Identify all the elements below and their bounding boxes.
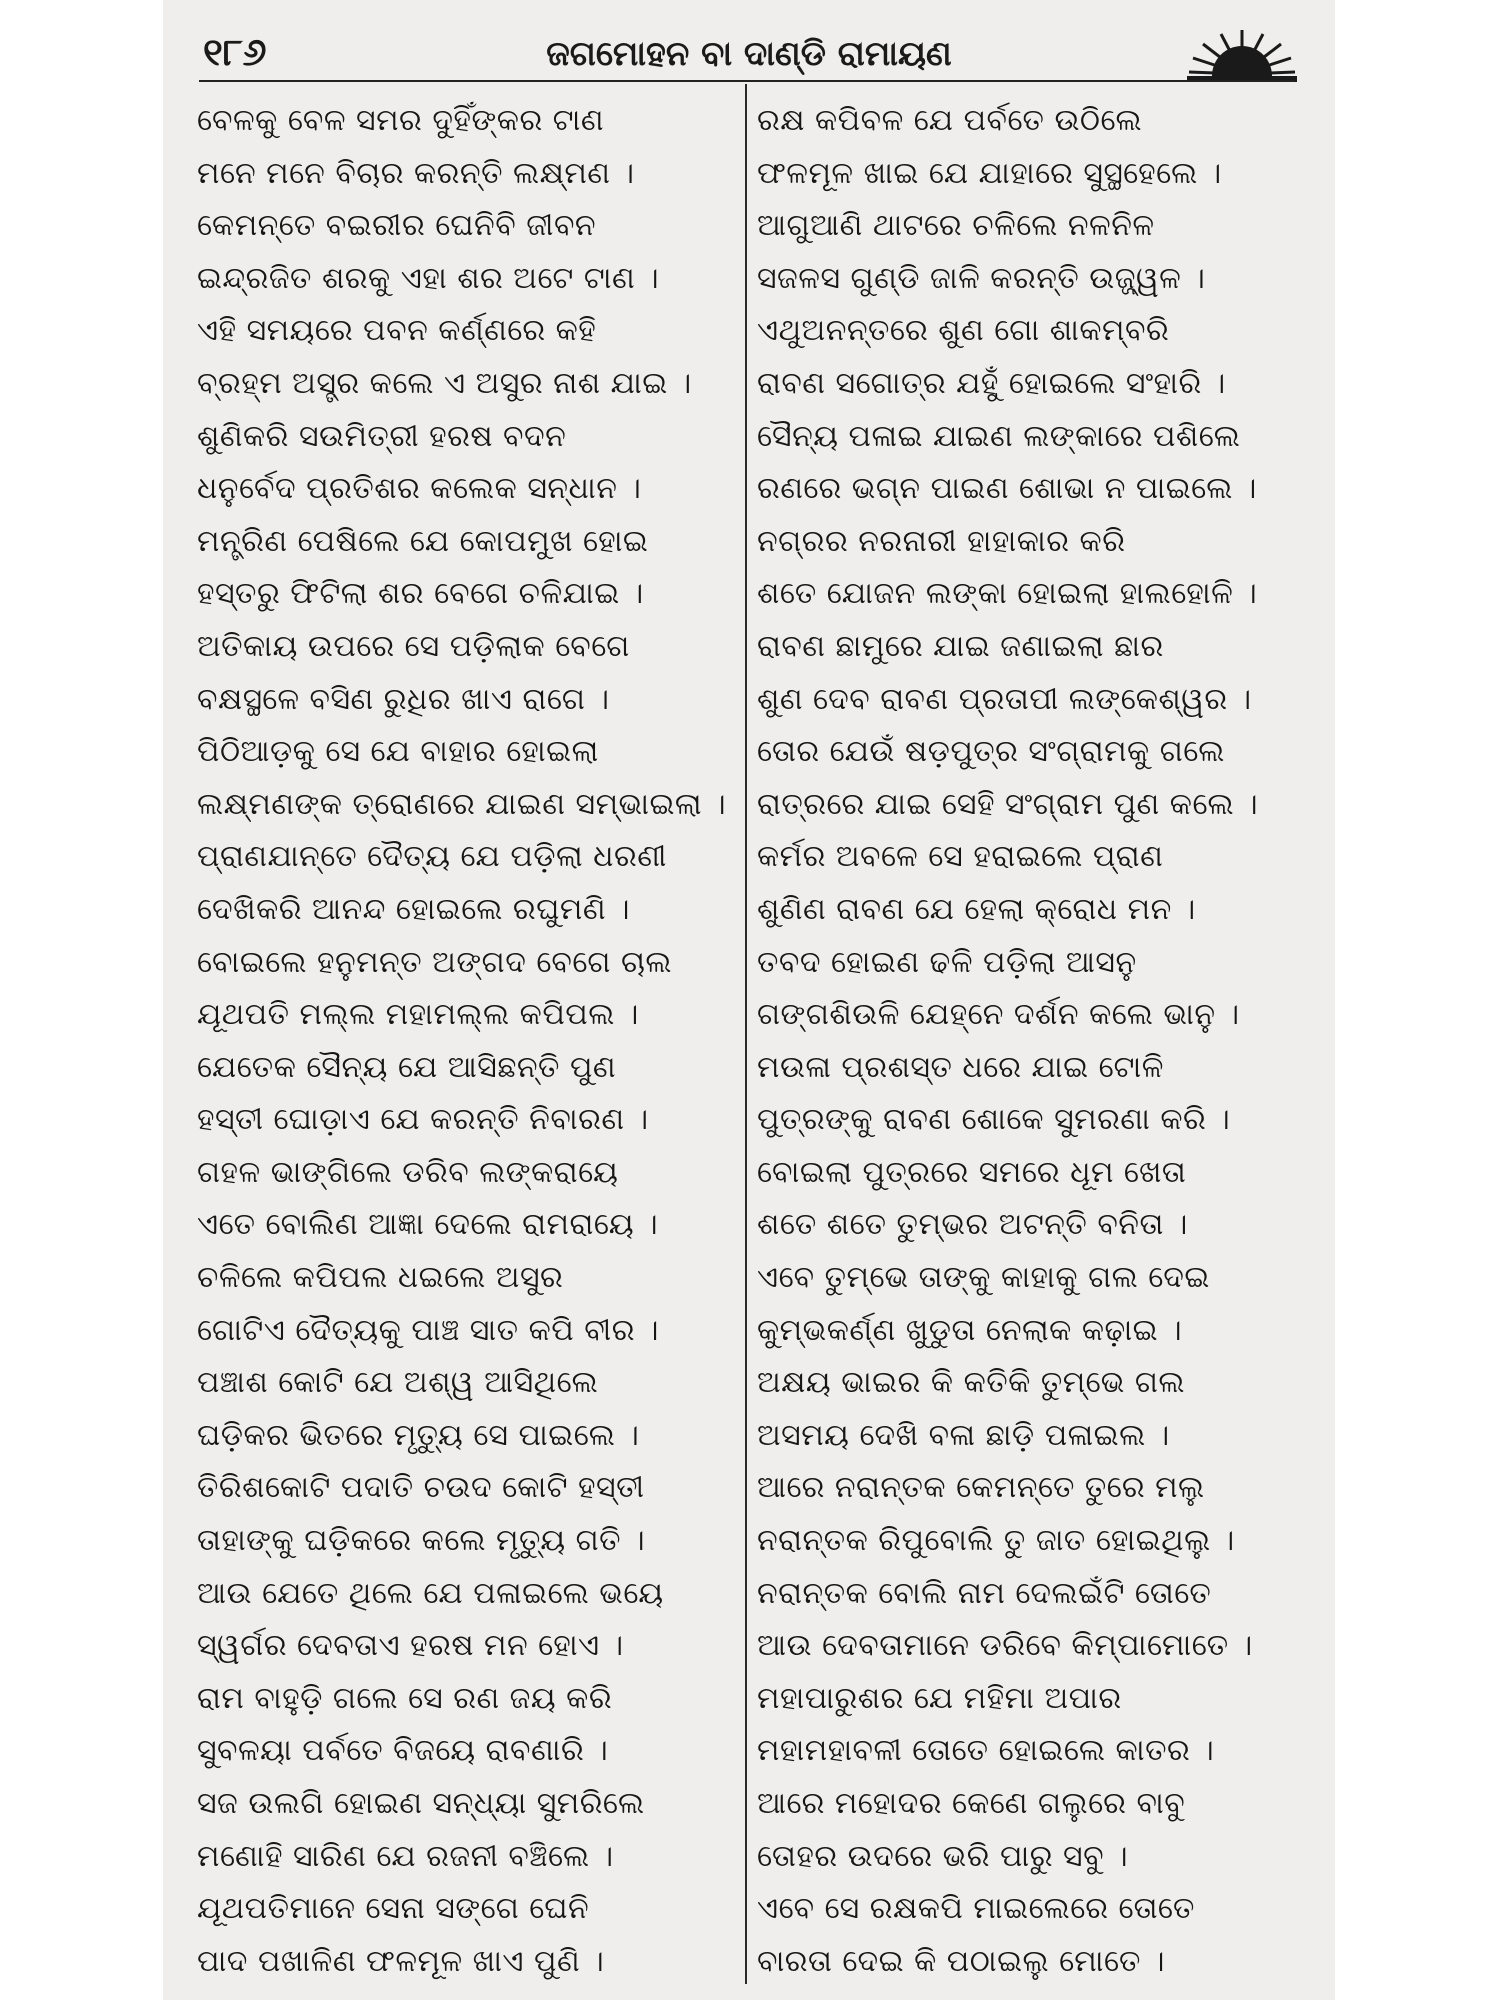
- verse-line: [197, 200, 737, 253]
- verse-line: [757, 779, 1297, 832]
- verse-line: [197, 884, 737, 937]
- verse-line: [757, 1936, 1297, 1989]
- verse-text: ସୈନ୍ୟ ପଳାଇ ଯାଇଣ ଲଙ୍କାରେ ପଶିଲେ: [757, 418, 1241, 454]
- verse-line: [197, 1568, 737, 1621]
- verse-line: [757, 1199, 1297, 1252]
- verse-line: [757, 411, 1297, 464]
- verse-text: ରାତ୍ରରେ ଯାଇ ସେହି ସଂଗ୍ରାମ ପୁଣ କଲେ ।: [757, 786, 1259, 822]
- verse-text: ପିଠିଆଡ଼କୁ ସେ ଯେ ବାହାର ହୋଇଲା: [197, 734, 599, 770]
- verse-line: [197, 1725, 737, 1778]
- verse-line: [757, 1094, 1297, 1147]
- verse-line: [757, 516, 1297, 569]
- verse-line: [757, 200, 1297, 253]
- verse-line: [757, 1883, 1297, 1936]
- book-page: [163, 0, 1335, 2000]
- verse-line: [197, 1515, 737, 1568]
- verse-line: [197, 95, 737, 148]
- verse-line: [757, 148, 1297, 201]
- verse-text: ସୁବଳୟା ପର୍ବତେ ବିଜୟେ ରାବଣାରି ।: [197, 1733, 609, 1769]
- verse-line: [757, 1725, 1297, 1778]
- verse-line: [757, 1515, 1297, 1568]
- verse-line: [757, 1778, 1297, 1831]
- verse-line: [757, 568, 1297, 621]
- verse-line: [757, 1831, 1297, 1884]
- verse-line: [757, 463, 1297, 516]
- verse-text: ହସ୍ତରୁ ଫିଟିଲା ଶର ବେଗେ ଚଳିଯାଇ ।: [197, 576, 644, 612]
- verse-text: ଏବେ ତୁମ୍ଭେ ତାଙ୍କୁ କାହାକୁ ଗଲ ଦେଇ: [757, 1260, 1210, 1296]
- verse-text: ତିରିଶକୋଟି ପଦାତି ଚଉଦ କୋଟି ହସ୍ତୀ: [197, 1470, 645, 1506]
- verse-line: [757, 884, 1297, 937]
- column-divider: [745, 84, 747, 1984]
- verse-text: ମନ୍ତ୍ରିଣ ପେଷିଲେ ଯେ କୋପମୁଖ ହୋଇ: [197, 523, 649, 559]
- verse-text: ଅସମୟ ଦେଖି ବଳା ଛାଡ଼ି ପଳାଇଲ ।: [757, 1417, 1170, 1453]
- verse-line: [197, 1936, 737, 1989]
- verse-text: ଧନୁର୍ବେଦ ପ୍ରତିଶର କଲେକ ସନ୍ଧାନ ।: [197, 471, 642, 507]
- verse-line: [757, 989, 1297, 1042]
- verse-line: [757, 1042, 1297, 1095]
- verse-line: [197, 305, 737, 358]
- verse-line: [197, 1462, 737, 1515]
- verse-line: [757, 1568, 1297, 1621]
- verse-line: [197, 148, 737, 201]
- verse-text: ପାଦ ପଖାଳିଣ ଫଳମୂଳ ଖାଏ ପୁଣି ।: [197, 1943, 605, 1979]
- verse-line: [757, 1252, 1297, 1305]
- verse-line: [197, 1410, 737, 1463]
- verse-line: [757, 726, 1297, 779]
- verse-text: ନରାନ୍ତକ ରିପୁବୋଲି ତୁ ଜାତ ହୋଇଥିଲୁ ।: [757, 1523, 1235, 1559]
- verse-line: [197, 1094, 737, 1147]
- verse-line: [757, 305, 1297, 358]
- verse-text: ଏତେ ବୋଲିଣ ଆଜ୍ଞା ଦେଲେ ରାମରାୟେ ।: [197, 1207, 659, 1243]
- verse-text: ଅକ୍ଷୟ ଭାଇର କି କତିକି ତୁମ୍ଭେ ଗଲ: [757, 1365, 1186, 1401]
- verse-text: ଶତେ ଯୋଜନ ଲଙ୍କା ହୋଇଲା ହାଲହୋଳି ।: [757, 576, 1258, 612]
- verse-text: ଗୋଟିଏ ଦୈତ୍ୟକୁ ପାଞ୍ଚ ସାତ କପି ବୀର ।: [197, 1312, 659, 1348]
- verse-text: ତାହାଙ୍କୁ ଘଡ଼ିକରେ କଲେ ମୃତ୍ୟୁ ଗତି ।: [197, 1523, 646, 1559]
- verse-text: ବୋଇଲେ ହନୁମନ୍ତ ଅଙ୍ଗଦ ବେଗେ ଚାଲ: [197, 944, 672, 980]
- verse-text: ପ୍ରାଣଯାନ୍ତେ ଦୈତ୍ୟ ଯେ ପଡ଼ିଲା ଧରଣୀ: [197, 839, 667, 875]
- verse-text: ଫଳମୂଳ ଖାଇ ଯେ ଯାହାରେ ସୁସ୍ଥହେଲେ ।: [757, 155, 1222, 191]
- verse-text: ମହାମହାବଳୀ ତୋତେ ହୋଇଲେ କାତର ।: [757, 1733, 1215, 1769]
- verse-text: ବାରତା ଦେଇ କି ପଠାଇଲୁ ମୋତେ ।: [757, 1943, 1165, 1979]
- verse-text: ଏବେ ସେ ରକ୍ଷକପି ମାଇଲେରେ ତୋତେ: [757, 1891, 1195, 1927]
- header-rule: [199, 80, 1295, 82]
- verse-line: [197, 1883, 737, 1936]
- verse-text: ରକ୍ଷ କପିବଳ ଯେ ପର୍ବତେ ଉଠିଲେ: [757, 103, 1143, 138]
- rising-sun-icon: [1187, 26, 1297, 86]
- verse-line: [197, 937, 737, 990]
- verse-line: [197, 463, 737, 516]
- verse-text: ଯୂଥପତିମାନେ ସେନା ସଙ୍ଗେ ଘେନି: [197, 1891, 590, 1927]
- verse-line: [197, 779, 737, 832]
- verse-line: [197, 1042, 737, 1095]
- verse-text: ରାବଣ ସଗୋତ୍ର ଯହୁଁ ହୋଇଲେ ସଂହାରି ।: [757, 365, 1226, 401]
- verse-line: [197, 1778, 737, 1831]
- verse-text: ହସ୍ତୀ ଘୋଡ଼ାଏ ଯେ କରନ୍ତି ନିବାରଣ ।: [197, 1102, 649, 1138]
- verse-line: [757, 937, 1297, 990]
- verse-text: କୁମ୍ଭକର୍ଣ୍ଣ ଖୁଡୁତା ନେଲାକ କଢ଼ାଇ ।: [757, 1312, 1183, 1348]
- verse-line: [197, 989, 737, 1042]
- verse-line: [757, 95, 1297, 148]
- verse-line: [757, 1673, 1297, 1726]
- verse-line: [757, 1462, 1297, 1515]
- verse-text: ଗହଳ ଭାଙ୍ଗିଲେ ଡରିବ ଲଙ୍କରାୟେ: [197, 1154, 619, 1190]
- verse-text: ଶତେ ଶତେ ତୁମ୍ଭର ଅଟନ୍ତି ବନିତା ।: [757, 1207, 1188, 1243]
- verse-text: କର୍ମର ଅବଳେ ସେ ହରାଇଲେ ପ୍ରାଣ: [757, 839, 1164, 875]
- verse-text: ବେଳକୁ ବେଳ ସମର ଦୁହିଁଙ୍କର ଟାଣ: [197, 103, 605, 138]
- running-title: ଜଗମୋହନ ବା ଦାଣ୍ଡି ରାମାୟଣ: [546, 34, 952, 74]
- verse-line: [757, 1620, 1297, 1673]
- verse-line: [197, 831, 737, 884]
- verse-text: ଯେତେକ ସୈନ୍ୟ ଯେ ଆସିଛନ୍ତି ପୁଣ: [197, 1049, 617, 1085]
- verse-line: [197, 568, 737, 621]
- verse-line: [757, 1410, 1297, 1463]
- verse-text: ସଜଳସ ଗୁଣ୍ଡି ଜାଳି କରନ୍ତି ଉଜ୍ଜ୍ୱଳ ।: [757, 260, 1206, 296]
- verse-text: ପଞ୍ଚାଶ କୋଟି ଯେ ଅଶ୍ୱ ଆସିଥିଲେ: [197, 1365, 599, 1401]
- verse-line: [757, 831, 1297, 884]
- verse-line: [757, 674, 1297, 727]
- verse-text: ତବଦ ହୋଇଣ ଢଳି ପଡ଼ିଲା ଆସନୁ: [757, 944, 1137, 980]
- verse-text: ମନେ ମନେ ବିଚାର କରନ୍ତି ଲକ୍ଷ୍ମଣ ।: [197, 155, 635, 191]
- verse-text: ଶୁଣ ଦେବ ରାବଣ ପ୍ରତାପୀ ଲଙ୍କେଶ୍ୱର ।: [757, 681, 1252, 717]
- verse-text: ଘଡ଼ିକର ଭିତରେ ମୃତ୍ୟୁ ସେ ପାଇଲେ ।: [197, 1417, 640, 1453]
- verse-line: [197, 516, 737, 569]
- verse-text: ଆଉ ଯେତେ ଥିଲେ ଯେ ପଳାଇଲେ ଭୟେ: [197, 1575, 664, 1611]
- verse-line: [197, 411, 737, 464]
- verse-text: କେମନ୍ତେ ବଇରୀର ଘେନିବି ଜୀବନ: [197, 208, 597, 244]
- verse-text: ବକ୍ଷସ୍ଥଳେ ବସିଣ ରୁଧିର ଖାଏ ରାଗେ ।: [197, 681, 610, 717]
- verse-line: [197, 1357, 737, 1410]
- verse-text: ନଗ୍ରର ନରନାରୀ ହାହାକାର କରି: [757, 523, 1126, 559]
- verse-line: [197, 726, 737, 779]
- verse-text: ଚଳିଲେ କପିପଲ ଧଇଲେ ଅସୁର: [197, 1260, 564, 1296]
- verse-text: ଆରେ ମହୋଦର କେଣେ ଗଲୁରେ ବାବୁ: [757, 1786, 1186, 1821]
- page-number: ୧୮୬: [203, 30, 267, 74]
- verse-line: [757, 1357, 1297, 1410]
- verse-text: ଦେଖିକରି ଆନନ୍ଦ ହୋଇଲେ ରଘୁମଣି ।: [197, 891, 631, 927]
- verse-line: [197, 358, 737, 411]
- verse-text: ତୋହର ଉଦରେ ଭରି ପାରୁ ସବୁ ।: [757, 1838, 1129, 1874]
- verse-text: ନରାନ୍ତକ ବୋଲି ନାମ ଦେଲଇଁଟି ତୋତେ: [757, 1575, 1212, 1611]
- verse-text: ଆଉ ଦେବତାମାନେ ଡରିବେ କିମ୍ପାମୋତେ ।: [757, 1628, 1253, 1664]
- verse-text: ଏଥୁଅନନ୍ତରେ ଶୁଣ ଗୋ ଶାକମ୍ବରି: [757, 313, 1170, 349]
- verse-line: [757, 253, 1297, 306]
- verse-text: ମଣୋହି ସାରିଣ ଯେ ରଜନୀ ବଞ୍ଚିଲେ ।: [197, 1838, 614, 1874]
- verse-text: ରାବଣ ଛାମୁରେ ଯାଇ ଜଣାଇଲା ଛାର: [757, 628, 1164, 664]
- verse-line: [197, 1147, 737, 1200]
- verse-text: ଆରେ ନରାନ୍ତକ କେମନ୍ତେ ତୁରେ ମଲୁ: [757, 1470, 1205, 1506]
- verse-text: ମଉଳା ପ୍ରଶସ୍ତ ଧରେ ଯାଇ ଟୋଳି: [757, 1049, 1164, 1085]
- verse-line: [197, 1620, 737, 1673]
- verse-line: [197, 253, 737, 306]
- verse-text: ବୋଇଲା ପୁତ୍ରରେ ସମରେ ଧୂମ ଖେତା: [757, 1154, 1187, 1190]
- verse-text: ତୋର ଯେଉଁ ଷଡ଼ପୁତ୍ର ସଂଗ୍ରାମକୁ ଗଲେ: [757, 734, 1225, 770]
- verse-line: [197, 1305, 737, 1358]
- verse-line: [197, 1831, 737, 1884]
- verse-text: ଆଗୁଆଣି ଥାଟରେ ଚଳିଲେ ନଳନିଳ: [757, 208, 1155, 244]
- verse-text: ରଣରେ ଭଗ୍ନ ପାଇଣ ଶୋଭା ନ ପାଇଲେ ।: [757, 471, 1257, 507]
- verse-line: [197, 1673, 737, 1726]
- verse-text: ଗଙ୍ଗଶିଉଳି ଯେହ୍ନେ ଦର୍ଶନ କଲେ ଭାନୁ ।: [757, 997, 1240, 1033]
- verse-text: ସ୍ୱର୍ଗର ଦେବତାଏ ହରଷ ମନ ହୋଏ ।: [197, 1628, 624, 1664]
- verse-line: [197, 1252, 737, 1305]
- verse-text: ଅତିକାୟ ଉପରେ ସେ ପଡ଼ିଲାକ ବେଗେ: [197, 628, 630, 664]
- verse-line: [757, 1147, 1297, 1200]
- verse-text: ଶୁଣିକରି ସଉମିତ୍ରୀ ହରଷ ବଦନ: [197, 418, 567, 454]
- verse-text: ରାମ ବାହୁଡ଼ି ଗଲେ ସେ ରଣ ଜୟ କରି: [197, 1680, 613, 1716]
- verse-line: [197, 674, 737, 727]
- verse-text: ଶୁଣିଣ ରାବଣ ଯେ ହେଲା କ୍ରୋଧ ମନ ।: [757, 891, 1196, 927]
- verse-text: ଯୂଥପତି ମଲ୍ଲ ମହାମଲ୍ଲ କପିପଲ ।: [197, 997, 639, 1033]
- verse-line: [757, 1305, 1297, 1358]
- right-column: [757, 95, 1297, 1988]
- verse-text: ଇନ୍ଦ୍ରଜିତ ଶରକୁ ଏହା ଶର ଅଟେ ଟାଣ ।: [197, 260, 660, 296]
- verse-line: [197, 1199, 737, 1252]
- left-column: [197, 95, 737, 1988]
- verse-line: [757, 621, 1297, 674]
- verse-text: ଲକ୍ଷ୍ମଣଙ୍କ ତ୍ରୋଣରେ ଯାଇଣ ସମ୍ଭାଇଲା ।: [197, 786, 727, 822]
- verse-line: [757, 358, 1297, 411]
- verse-text: ପୁତ୍ରଙ୍କୁ ରାବଣ ଶୋକେ ସୁମରଣା କରି ।: [757, 1102, 1231, 1138]
- verse-text: ବ୍ରହ୍ମ ଅସ୍ତ୍ର କଲେ ଏ ଅସୁର ନାଶ ଯାଇ ।: [197, 365, 692, 401]
- verse-text: ସଜ ଉଲଗି ହୋଇଣ ସନ୍ଧ୍ୟା ସୁମରିଲେ: [197, 1786, 645, 1821]
- verse-text: ମହାପାରୁଶର ଯେ ମହିମା ଅପାର: [757, 1680, 1122, 1716]
- verse-line: [197, 621, 737, 674]
- verse-text: ଏହି ସମୟରେ ପବନ କର୍ଣ୍ଣରେ କହି: [197, 313, 597, 349]
